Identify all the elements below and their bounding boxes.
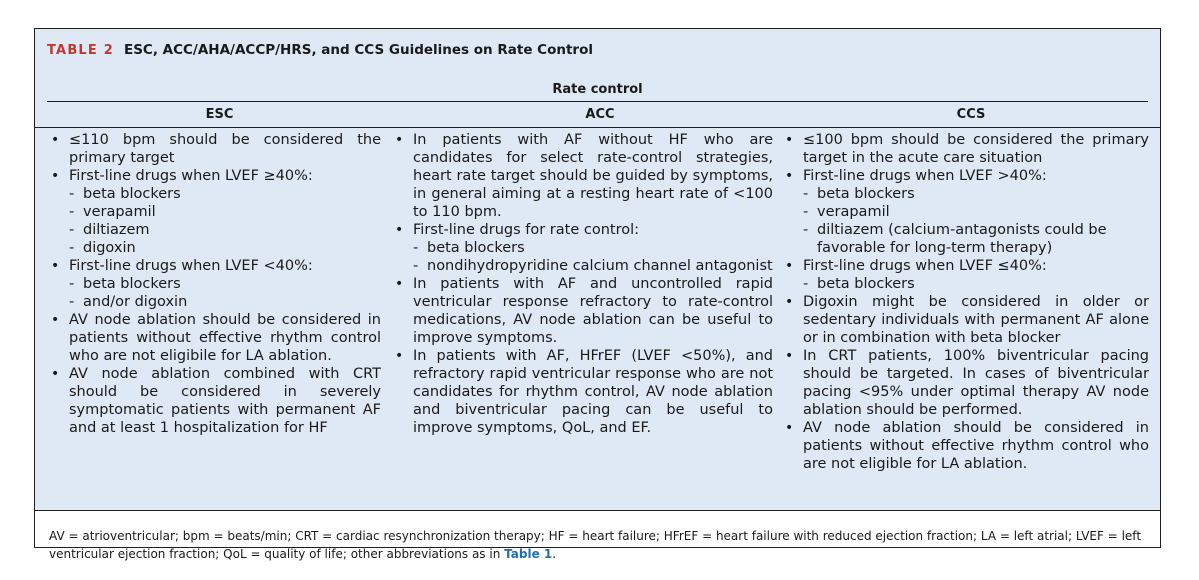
ccs-item-3: First-line drugs when LVEF ≤40%: bbox=[803, 258, 1047, 274]
esc-item-2: First-line drugs when LVEF ≥40%: bbox=[69, 168, 313, 184]
sub-item: - digoxin bbox=[69, 240, 136, 256]
column-header-ccs: CCS bbox=[956, 107, 986, 122]
list-item bbox=[785, 257, 1149, 293]
footnote: AV = atrioventricular; bpm = beats/min; CRT = cardiac resynchronization therapy; HF = heart failure; HFrEF = heart failure with reduced ejection fraction; LA = left atrial; LVEF = left ventricular ejection fraction; QoL = quality of life; other abbreviations as in Table 1. bbox=[49, 529, 1142, 561]
sub-item: - beta blockers bbox=[69, 276, 181, 292]
column-ccs bbox=[785, 131, 1149, 473]
list-item bbox=[785, 293, 1149, 347]
table-title-bar bbox=[35, 29, 1160, 71]
table-label: TABLE 2 bbox=[47, 42, 114, 58]
sub-item: - verapamil bbox=[803, 204, 890, 220]
list-item bbox=[51, 167, 381, 257]
list-item bbox=[395, 347, 773, 437]
footnote-rule bbox=[35, 510, 1160, 511]
list-item bbox=[785, 419, 1149, 473]
sub-item: - nondihydropyridine calcium channel antagonist bbox=[413, 258, 773, 274]
list-item bbox=[395, 221, 773, 275]
sub-item: - and/or digoxin bbox=[69, 294, 188, 310]
list-item bbox=[395, 275, 773, 347]
ccs-item-2: First-line drugs when LVEF >40%: bbox=[803, 168, 1047, 184]
list-item bbox=[785, 167, 1149, 257]
list-item bbox=[51, 257, 381, 311]
list-item bbox=[785, 131, 1149, 167]
list-item bbox=[785, 347, 1149, 419]
list-item bbox=[395, 131, 773, 221]
acc-item-3: In patients with AF and uncontrolled rapid ventricular response refractory to rate-control medications, AV node ablation can be useful to improve symptoms. bbox=[413, 276, 773, 346]
ccs-item-4: Digoxin might be considered in older or sedentary individuals with permanent AF alone or in combination with beta blocker bbox=[803, 294, 1149, 346]
table-frame bbox=[34, 28, 1161, 561]
group-header: Rate control bbox=[552, 82, 643, 97]
sub-item: - diltiazem bbox=[69, 222, 150, 238]
column-acc bbox=[395, 131, 773, 437]
ccs-item-1: ≤100 bpm should be considered the primary target in the acute care situation bbox=[803, 132, 1149, 166]
column-header-acc: ACC bbox=[585, 107, 615, 122]
acc-item-1: In patients with AF without HF who are candidates for select rate-control strategies, heart rate target should be guided by symptoms, in general aiming at a resting heart rate of <100 to 110 bpm. bbox=[413, 132, 773, 220]
esc-item-1: ≤110 bpm should be considered the primary target bbox=[69, 132, 381, 166]
ccs-item-6: AV node ablation should be considered in patients without effective rhythm control who are not eligible for LA ablation. bbox=[803, 420, 1149, 472]
footnote-area bbox=[35, 510, 1160, 561]
group-rule bbox=[47, 101, 1148, 102]
column-header-esc: ESC bbox=[205, 107, 234, 122]
table-body bbox=[35, 71, 1160, 510]
acc-item-2: First-line drugs for rate control: bbox=[413, 222, 640, 238]
list-item bbox=[51, 311, 381, 365]
acc-item-4: In patients with AF, HFrEF (LVEF <50%), and refractory rapid ventricular response who are not candidates for rhythm control, AV node ablation and biventricular pacing can be useful to improve symptoms, QoL, and EF. bbox=[413, 348, 773, 436]
list-item bbox=[51, 365, 381, 437]
list-item bbox=[51, 131, 381, 167]
sub-item: - beta blockers bbox=[69, 186, 181, 202]
sub-item: - beta blockers bbox=[413, 240, 525, 256]
esc-item-5: AV node ablation combined with CRT should be considered in severely symptomatic patients with permanent AF and at least 1 hospitalization for HF bbox=[69, 366, 381, 436]
sub-item: - beta blockers bbox=[803, 186, 915, 202]
ccs-item-5: In CRT patients, 100% biventricular pacing should be targeted. In cases of biventricular pacing <95% under optimal therapy AV node ablation should be performed. bbox=[803, 348, 1149, 418]
table-title: ESC, ACC/AHA/ACCP/HRS, and CCS Guidelines on Rate Control bbox=[123, 42, 593, 58]
header-rule bbox=[35, 127, 1160, 128]
esc-item-3: First-line drugs when LVEF <40%: bbox=[69, 258, 313, 274]
sub-item: - verapamil bbox=[69, 204, 156, 220]
esc-item-4: AV node ablation should be considered in patients without effective rhythm control who are not eligibile for LA ablation. bbox=[69, 312, 381, 364]
sub-item: - diltiazem (calcium-antagonists could be favorable for long-term therapy) bbox=[803, 222, 1107, 256]
table-1-link[interactable]: Table 1 bbox=[504, 547, 553, 561]
sub-item: - beta blockers bbox=[803, 276, 915, 292]
column-esc bbox=[51, 131, 381, 437]
